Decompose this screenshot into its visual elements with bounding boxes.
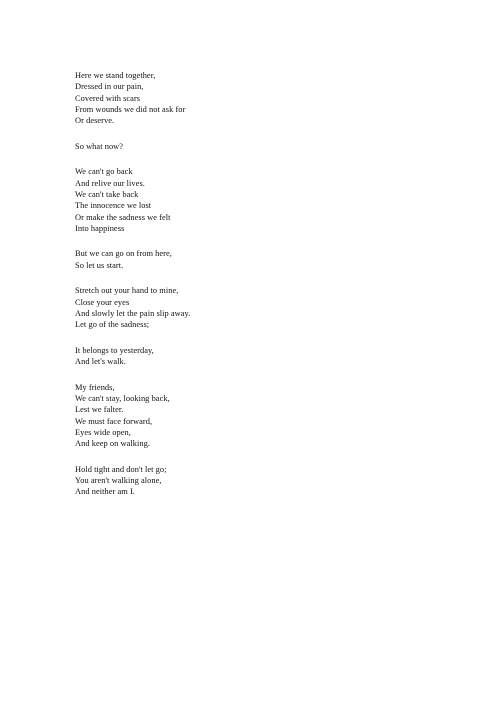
- poem-line: The innocence we lost: [75, 201, 152, 211]
- stanza-2: [75, 141, 455, 152]
- poem-line: And slowly let the pain slip away.: [75, 308, 191, 318]
- poem-line: Close your eyes: [75, 297, 130, 307]
- poem-line: You aren't walking alone,: [75, 476, 162, 486]
- stanza-4: [75, 248, 455, 271]
- poem-line: But we can go on from here,: [75, 249, 172, 259]
- poem-line: So let us start.: [75, 260, 124, 270]
- poem-line: And relive our lives.: [75, 178, 145, 188]
- poem-line: Let go of the sadness;: [75, 320, 150, 330]
- poem-line: And neither am I.: [75, 487, 135, 497]
- stanza-7: [75, 382, 455, 450]
- poem-line: We can't take back: [75, 189, 139, 199]
- poem-line: Lest we falter.: [75, 405, 124, 415]
- poem-line: And let's walk.: [75, 357, 126, 367]
- poem-line: So what now?: [75, 141, 124, 151]
- stanza-6: [75, 345, 455, 368]
- poem-line: And keep on walking.: [75, 439, 150, 449]
- poem-line: It belongs to yesterday,: [75, 345, 154, 355]
- stanza-5: [75, 285, 455, 330]
- poem-line: We must face forward,: [75, 416, 153, 426]
- poem-body: [75, 70, 455, 512]
- poem-line: Or deserve.: [75, 116, 115, 126]
- poem-line: Or make the sadness we felt: [75, 212, 171, 222]
- poem-line: We can't stay, looking back,: [75, 394, 170, 404]
- stanza-3: [75, 166, 455, 234]
- poem-line: Dressed in our pain,: [75, 82, 144, 92]
- stanza-8: [75, 464, 455, 498]
- poem-line: From wounds we did not ask for: [75, 104, 186, 114]
- poem-line: Eyes wide open,: [75, 427, 131, 437]
- poem-line: Covered with scars: [75, 93, 141, 103]
- stanza-1: [75, 70, 455, 126]
- poem-line: We can't go back: [75, 167, 133, 177]
- poem-line: Hold tight and don't let go;: [75, 464, 167, 474]
- poem-line: Into happiness: [75, 223, 125, 233]
- poem-line: Here we stand together,: [75, 71, 156, 80]
- poem-line: Stretch out your hand to mine,: [75, 286, 179, 296]
- poem-line: My friends,: [75, 382, 115, 392]
